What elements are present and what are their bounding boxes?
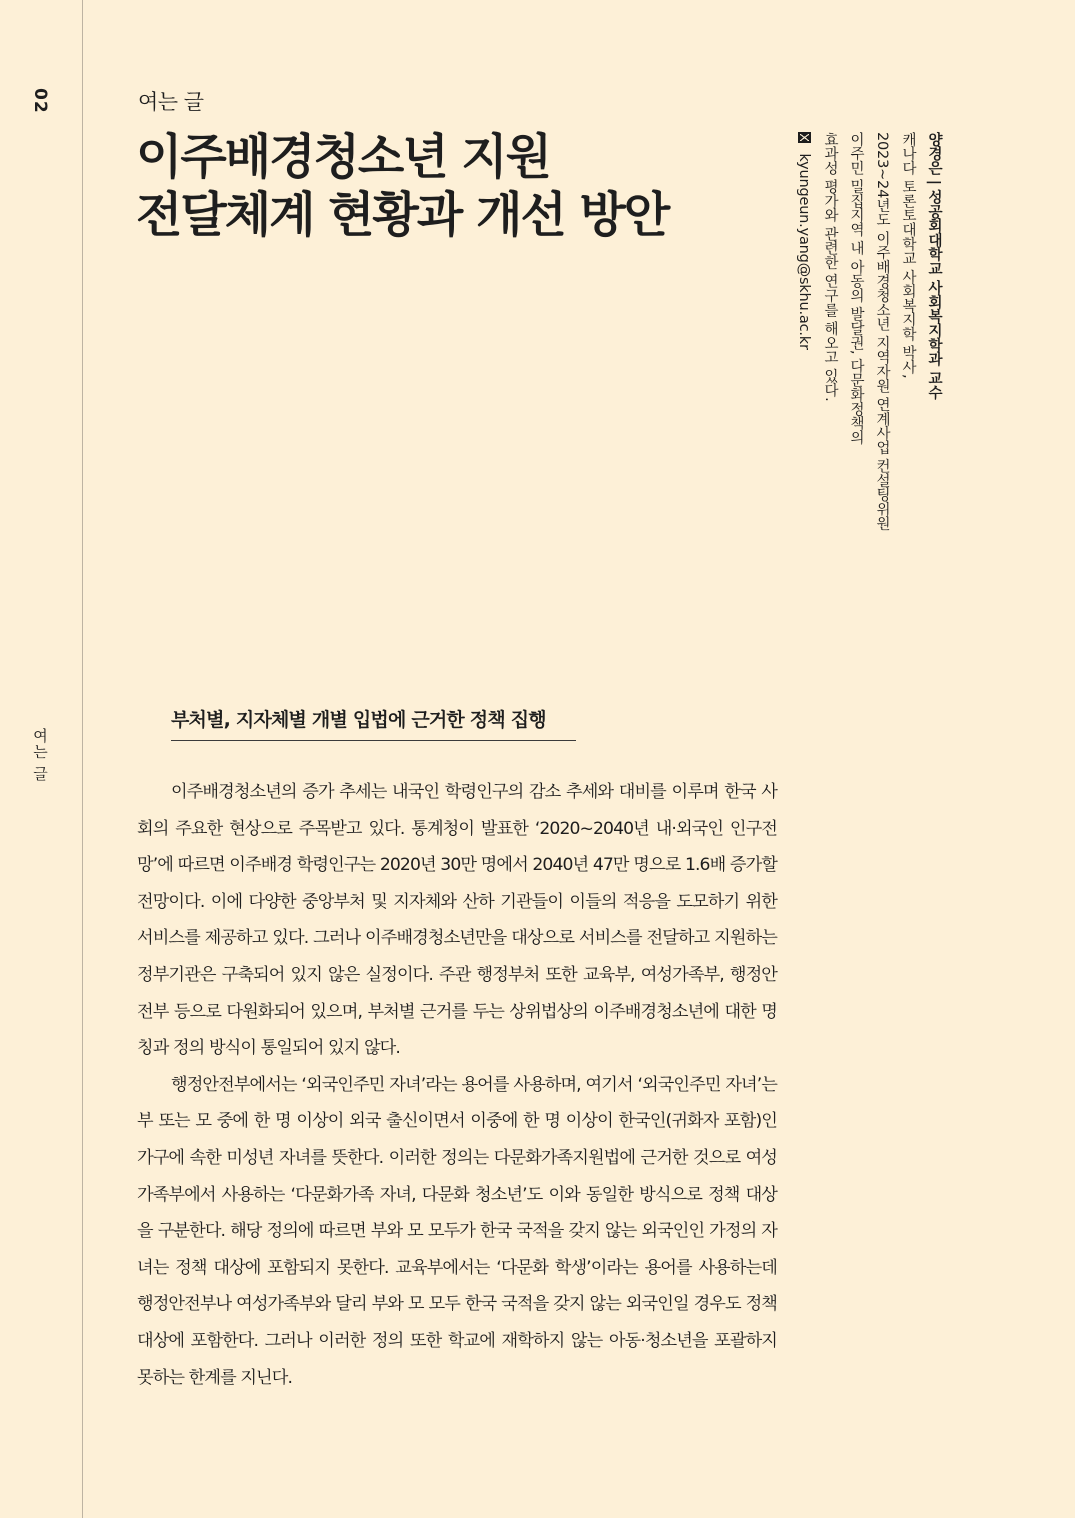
margin-divider xyxy=(82,0,83,1518)
author-bio-line: 캐나다 토론토대학교 사회복지학 박사, xyxy=(900,132,916,379)
article-title-line-2: 전달체계 현황과 개선 방안 xyxy=(136,187,669,243)
author-email[interactable]: kyungeun.yang@skhu.ac.kr xyxy=(796,153,812,350)
running-section-label: 여는 글 xyxy=(31,728,49,782)
author-bio-line: 이주민 밀집지역 내 아동의 발달권, 다문화정책의 xyxy=(848,132,864,445)
author-bio-line: 2023~24년도 이주배경청소년 지역자원 연계사업 컨설팅위원 xyxy=(874,132,890,531)
article-body xyxy=(137,774,777,1396)
author-info xyxy=(791,132,947,572)
body-paragraph: 이주배경청소년의 증가 추세는 내국인 학령인구의 감소 추세와 대비를 이루며 한국 사회의 주요한 현상으로 주목받고 있다. 통계청이 발표한 ‘2020~2040년 내·외국인 인구전망’에 따르면 이주배경 학령인구는 2020년 30만 명에서 2040년 47만 명으로 1.6배 증가할 전망이다. 이에 다양한 중앙부처 및 지자체와 산하 기관들이 이들의 적응을 도모하기 위한 서비스를 제공하고 있다. 그러나 이주배경청소년만을 대상으로 서비스를 전달하고 지원하는 정부기관은 구축되어 있지 않은 실정이다. 주관 행정부처 또한 교육부, 여성가족부, 행정안전부 등으로 다원화되어 있으며, 부처별 근거를 두는 상위법상의 이주배경청소년에 대한 명칭과 정의 방식이 통일되어 있지 않다. xyxy=(137,782,777,1059)
article-title-line-1: 이주배경청소년 지원 xyxy=(136,129,551,185)
author-bio-line: 효과성 평가와 관련한 연구를 해오고 있다. xyxy=(822,132,838,402)
page-number: 02 xyxy=(30,88,50,114)
mail-icon xyxy=(798,132,811,143)
author-email-row xyxy=(791,132,817,572)
column-kicker: 여는 글 xyxy=(138,90,204,114)
body-paragraph: 행정안전부에서는 ‘외국인주민 자녀’라는 용어를 사용하며, 여기서 ‘외국인주민 자녀’는 부 또는 모 중에 한 명 이상이 외국 출신이면서 이중에 한 명 이상이 한국인(귀화자 포함)인 가구에 속한 미성년 자녀를 뜻한다. 이러한 정의는 다문화가족지원법에 근거한 것으로 여성가족부에서 사용하는 ‘다문화가족 자녀, 다문화 청소년’도 이와 동일한 방식으로 정책 대상을 구분한다. 해당 정의에 따르면 부와 모 모두가 한국 국적을 갖지 않는 외국인인 가정의 자녀는 정책 대상에 포함되지 못한다. 교육부에서는 ‘다문화 학생’이라는 용어를 사용하는데 행정안전부나 여성가족부와 달리 부와 모 모두 한국 국적을 갖지 않는 외국인일 경우도 정책 대상에 포함한다. 그러나 이러한 정의 또한 학교에 재학하지 않는 아동·청소년을 포괄하지 못하는 한계를 지닌다. xyxy=(137,1074,777,1388)
article-title xyxy=(136,128,776,244)
section-heading: 부처별, 지자체별 개별 입법에 근거한 정책 집행 xyxy=(171,705,576,741)
author-name: 양경은 | 성공회대학교 사회복지학과 교수 xyxy=(926,132,942,400)
